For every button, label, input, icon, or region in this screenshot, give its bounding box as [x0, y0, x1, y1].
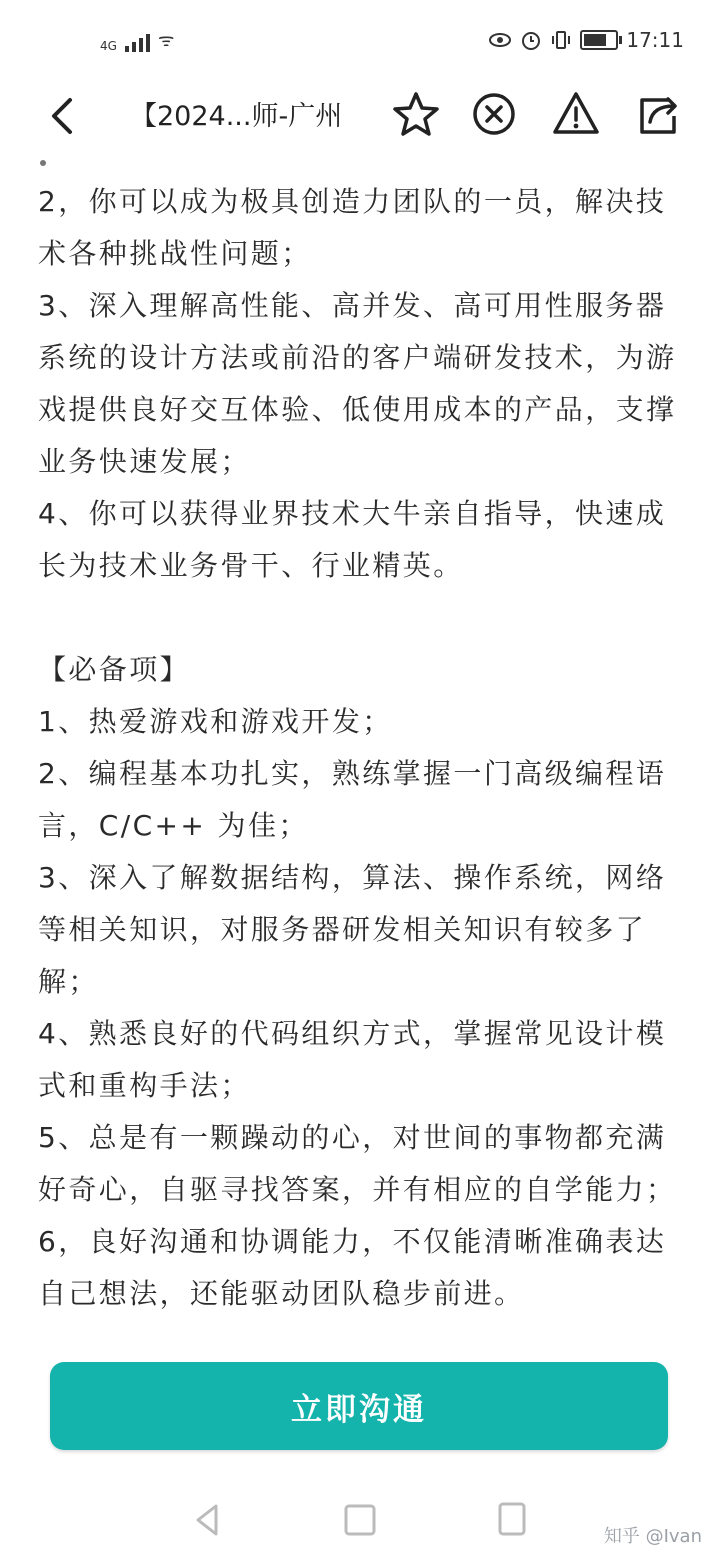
report-button[interactable]	[548, 86, 604, 142]
top-bar	[0, 80, 720, 150]
requirement-item: 5、总是有一颗躁动的心，对世间的事物都充满好奇心，自驱寻找答案，并有相应的自学能力；	[38, 1121, 677, 1206]
requirement-item: 4、熟悉良好的代码组织方式，掌握常见设计模式和重构手法；	[38, 1017, 667, 1102]
close-circle-icon	[466, 86, 522, 142]
nav-recents-icon	[490, 1498, 534, 1542]
nav-recents-button[interactable]	[490, 1498, 534, 1542]
section-title: 【必备项】	[38, 653, 191, 686]
nav-back-button[interactable]	[186, 1498, 230, 1542]
job-description	[38, 176, 678, 1320]
description-paragraph: 2，你可以成为极具创造力团队的一员，解决技术各种挑战性问题；	[38, 185, 667, 270]
watermark: 知乎 @Ivan	[603, 1526, 702, 1547]
chat-now-button[interactable]: 立即沟通	[50, 1362, 668, 1450]
nav-home-icon	[338, 1498, 382, 1542]
not-interested-button[interactable]	[466, 86, 522, 142]
back-icon	[38, 88, 88, 144]
favorite-button[interactable]	[388, 86, 444, 142]
requirement-item: 6，良好沟通和协调能力，不仅能清晰准确表达自己想法，还能驱动团队稳步前进。	[38, 1225, 667, 1310]
page-title: 【2024...师-广州	[130, 101, 343, 132]
status-time: 17:11	[626, 28, 684, 52]
battery-icon	[580, 30, 618, 50]
nav-back-icon	[186, 1498, 230, 1542]
system-nav-bar	[0, 1480, 720, 1560]
requirement-item: 1、热爱游戏和游戏开发；	[38, 705, 393, 738]
requirement-item: 2、编程基本功扎实，熟练掌握一门高级编程语言，C/C++ 为佳；	[38, 757, 667, 842]
network-label: 4G	[100, 39, 117, 53]
description-paragraph: 4、你可以获得业界技术大牛亲自指导，快速成长为技术业务骨干、行业精英。	[38, 497, 667, 582]
share-icon	[630, 86, 686, 142]
status-right	[488, 28, 684, 52]
description-paragraph: 3、深入理解高性能、高并发、高可用性服务器系统的设计方法或前沿的客户端研发技术，为游戏提供良好交互体验、低使用成本的产品，支撑业务快速发展；	[38, 289, 677, 478]
share-button[interactable]	[630, 86, 686, 142]
signal-icon	[125, 32, 150, 52]
eye-icon	[488, 31, 512, 49]
vibrate-icon	[550, 29, 572, 51]
alarm-icon	[520, 29, 542, 51]
nav-home-button[interactable]	[338, 1498, 382, 1542]
star-icon	[388, 86, 444, 142]
requirement-item: 3、深入了解数据结构，算法、操作系统，网络等相关知识，对服务器研发相关知识有较多了解；	[38, 861, 667, 998]
signal-group	[100, 28, 174, 52]
status-bar	[0, 0, 720, 80]
scroll-fragment	[40, 160, 46, 166]
warning-icon	[548, 86, 604, 142]
wifi-icon: ᯤ	[157, 30, 175, 51]
back-button[interactable]	[38, 88, 88, 144]
